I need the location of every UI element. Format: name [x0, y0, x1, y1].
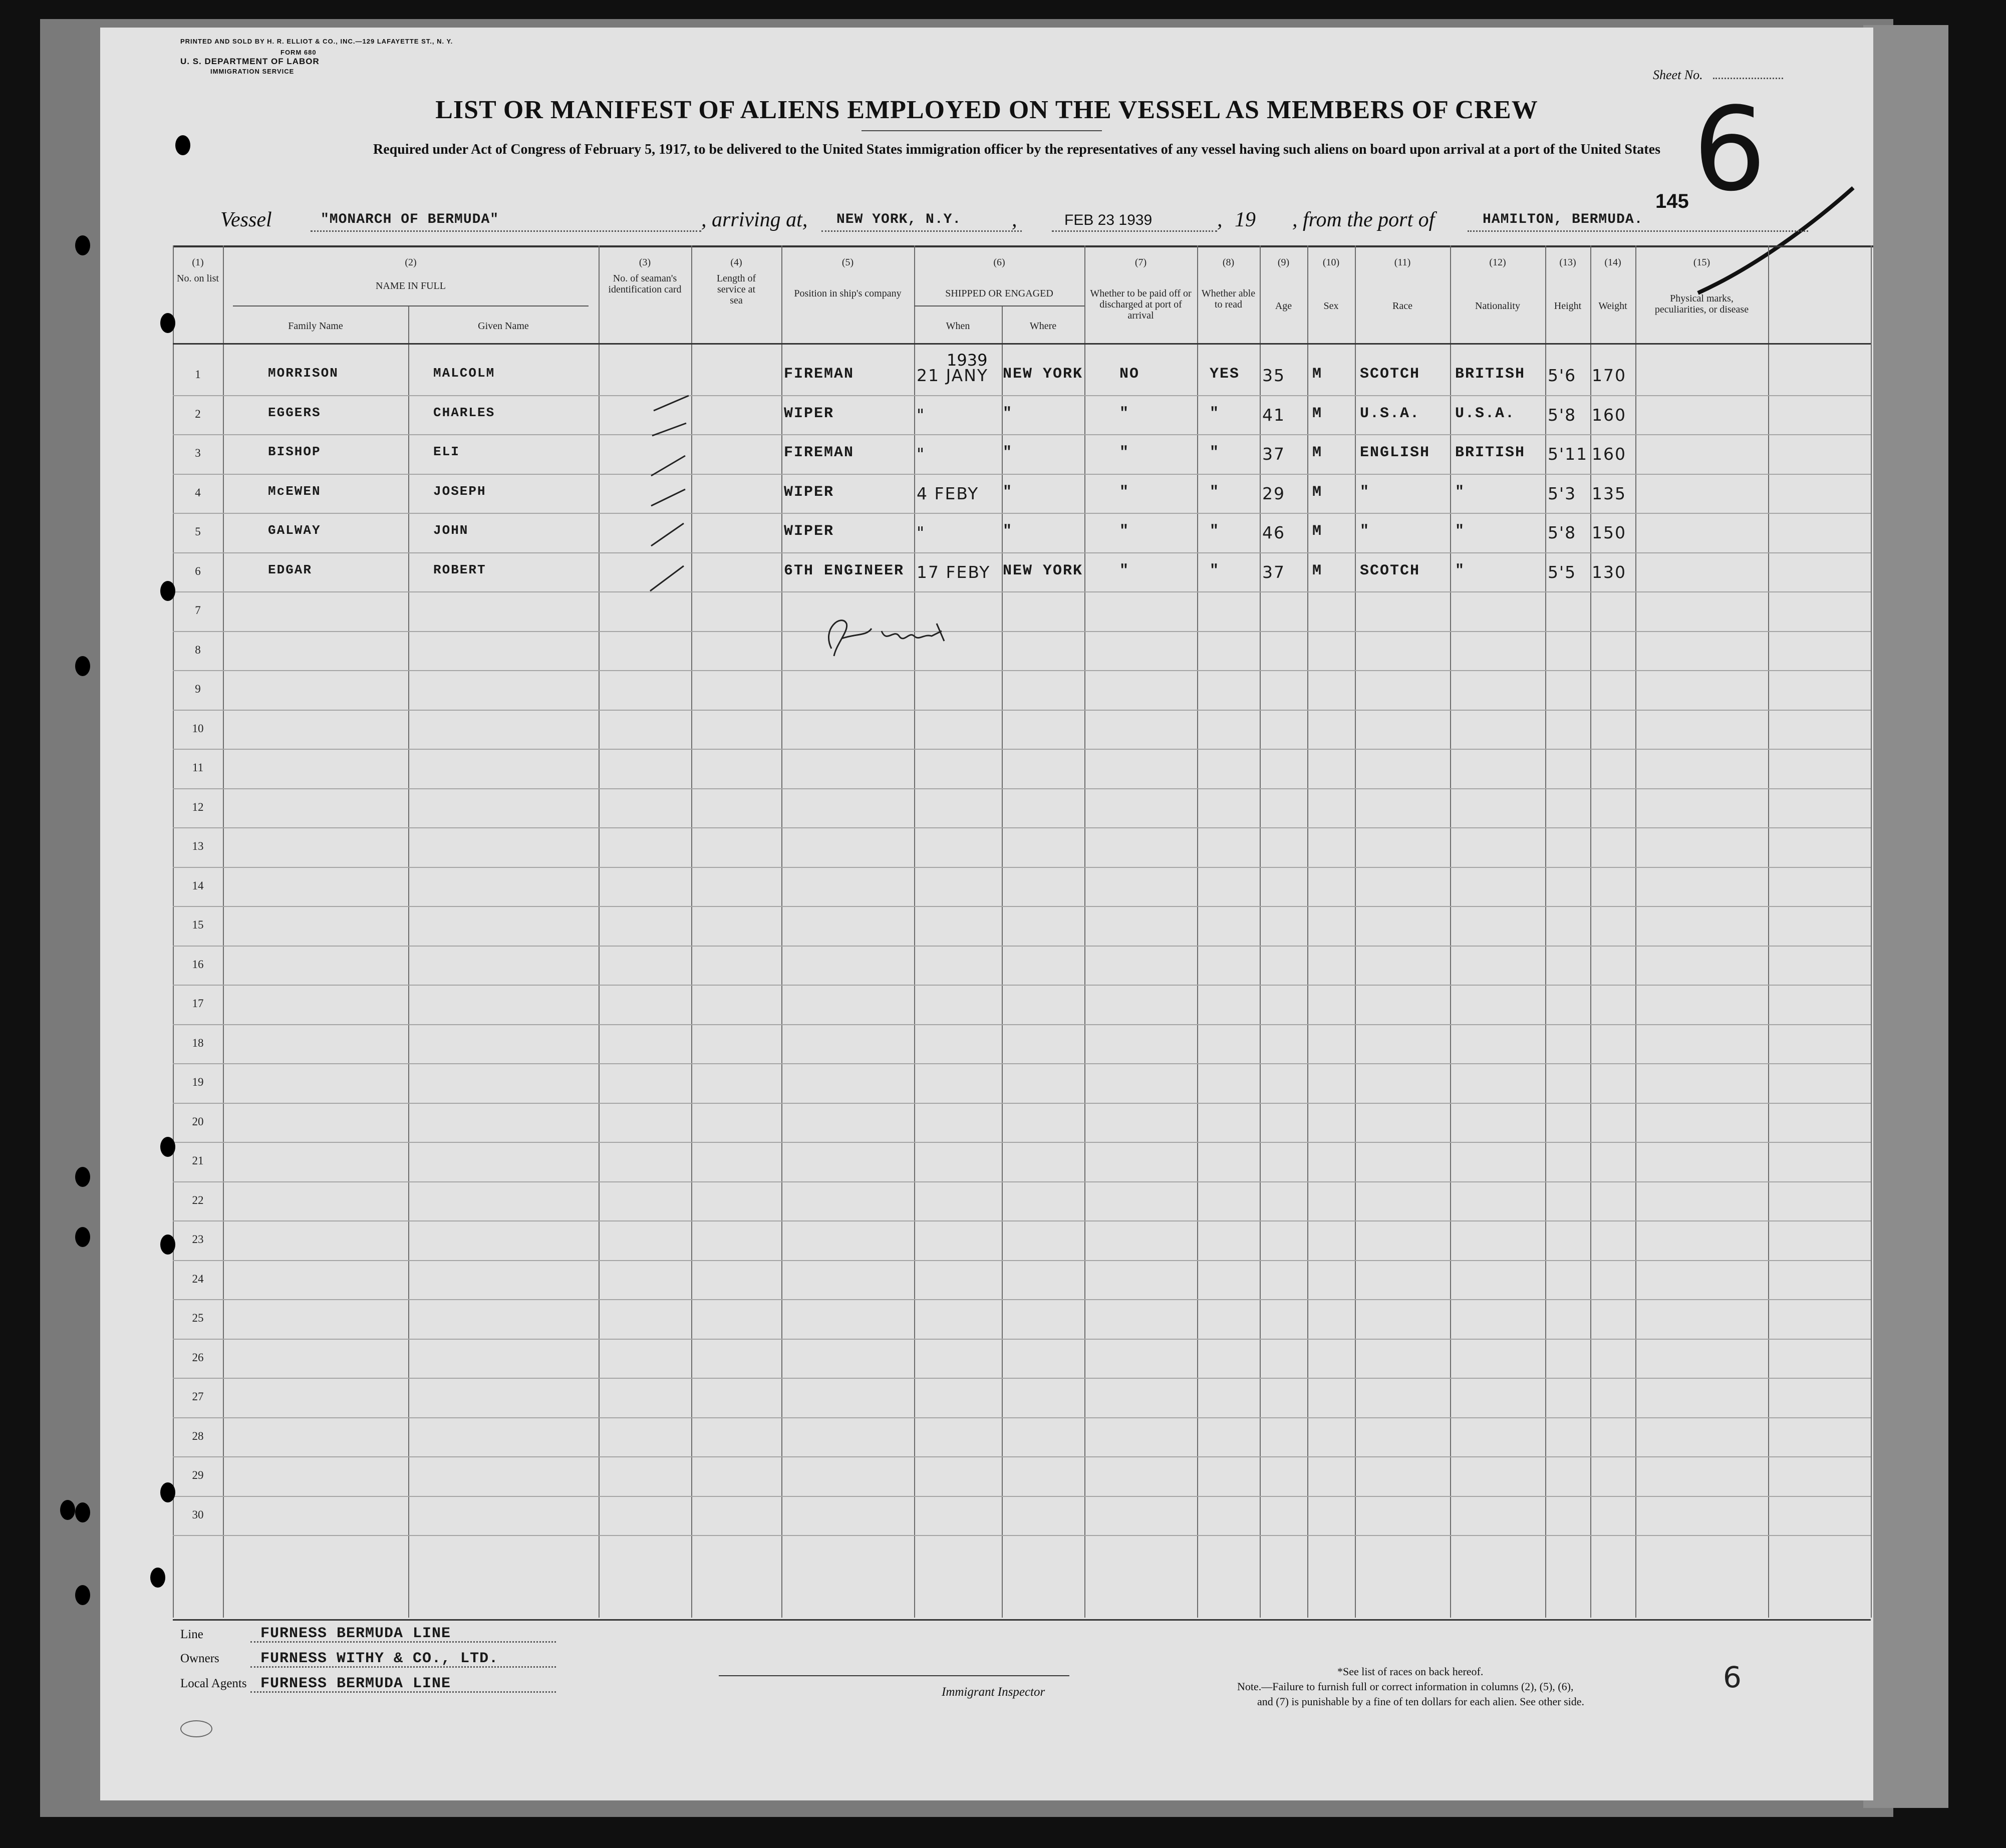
crew-family: McEWEN: [268, 483, 321, 499]
row-number: 19: [192, 1076, 204, 1088]
inspector-signature-line: [719, 1675, 1069, 1676]
agents-underline: [250, 1691, 556, 1693]
shipped-subheader-rule: [914, 305, 1084, 306]
col-line-7: [1197, 245, 1198, 1618]
col6-label: SHIPPED OR ENGAGED: [945, 288, 1053, 299]
col-line-11: [1450, 245, 1451, 1618]
row-rule: [173, 1378, 1871, 1379]
sheet-no-label: Sheet No.: [1653, 68, 1703, 82]
date-line: [1052, 230, 1217, 232]
row-number: 14: [192, 879, 204, 892]
crew-position: WIPER: [784, 483, 834, 501]
crew-age: 46: [1262, 523, 1285, 542]
col9-label: Age: [1275, 300, 1292, 312]
col12-label: Nationality: [1475, 300, 1520, 312]
col-line-1: [223, 245, 224, 1618]
crew-where: ": [1003, 405, 1013, 422]
crew-read: YES: [1210, 366, 1240, 383]
backing-pages-edge: [1863, 25, 1948, 1808]
row-rule: [173, 710, 1871, 711]
crew-position: WIPER: [784, 523, 834, 540]
given-name-header: Given Name: [478, 321, 529, 332]
footer-notes: [1237, 1664, 1653, 1709]
crew-weight: 150: [1592, 523, 1626, 542]
row-number: 3: [195, 447, 201, 459]
binding-hole: [75, 656, 90, 676]
crew-weight: 160: [1592, 405, 1626, 425]
row-number: 22: [192, 1193, 204, 1206]
crew-weight: 170: [1592, 366, 1626, 385]
row-number: 4: [195, 486, 201, 499]
crew-sex: M: [1312, 523, 1323, 540]
arrival-date-stamp: FEB 23 1939: [1064, 212, 1153, 228]
col-line-right: [1871, 245, 1872, 1618]
crew-paid-off: NO: [1119, 366, 1140, 383]
crew-family: EDGAR: [268, 562, 313, 577]
row-number: 26: [192, 1351, 204, 1364]
row-number: 17: [192, 997, 204, 1010]
crew-race: SCOTCH: [1360, 366, 1420, 383]
owners-label: Owners: [180, 1652, 219, 1665]
crew-when: 4 FEBY: [917, 483, 979, 503]
col7-number: (7): [1134, 257, 1147, 268]
col5-number: (5): [841, 257, 854, 268]
row-rule: [173, 434, 1871, 435]
row-number: 18: [192, 1036, 204, 1049]
crew-position: 6TH ENGINEER: [784, 562, 905, 579]
col-line-2: [599, 245, 600, 1618]
crew-nationality: U.S.A.: [1455, 405, 1516, 422]
col5-label: Position in ship's company: [794, 288, 902, 299]
crew-where: ": [1003, 523, 1013, 540]
crew-height: 5'8: [1548, 405, 1577, 425]
crew-where: NEW YORK: [1003, 562, 1083, 579]
line-underline: [250, 1641, 556, 1643]
row-number: 2: [195, 407, 201, 420]
family-name-header: Family Name: [288, 321, 343, 332]
col-line-9: [1307, 245, 1308, 1618]
row-rule: [173, 749, 1871, 750]
crew-where: ": [1003, 444, 1013, 461]
row-number: 8: [195, 643, 201, 656]
crew-read: ": [1210, 444, 1220, 461]
owners-underline: [250, 1666, 556, 1668]
row-number: 27: [192, 1390, 204, 1403]
col2-label: NAME IN FULL: [376, 280, 446, 291]
row-rule: [173, 1181, 1871, 1182]
crew-paid-off: ": [1119, 483, 1130, 501]
row-rule: [173, 670, 1871, 671]
manifest-sheet: [100, 28, 1873, 1800]
agents-label: Local Agents: [180, 1677, 247, 1690]
crew-age: 37: [1262, 444, 1285, 464]
col4-label: Length of service at sea: [716, 273, 756, 306]
binding-hole: [75, 1167, 90, 1187]
col13-label: Height: [1554, 300, 1582, 312]
binding-hole: [75, 235, 90, 255]
binding-hole: [160, 313, 175, 333]
year-annotation: 1939: [947, 351, 988, 370]
row-rule: [173, 474, 1871, 475]
row-number: 10: [192, 722, 204, 735]
agents-value: FURNESS BERMUDA LINE: [260, 1675, 451, 1692]
department-name: U. S. DEPARTMENT OF LABOR: [180, 57, 320, 66]
col8-number: (8): [1222, 257, 1235, 268]
title-underline: [862, 130, 1102, 131]
crew-height: 5'8: [1548, 523, 1577, 542]
row-rule: [173, 946, 1871, 947]
crew-race: ENGLISH: [1360, 444, 1430, 461]
crew-family: EGGERS: [268, 405, 321, 420]
crew-family: MORRISON: [268, 366, 339, 381]
row-rule: [173, 1496, 1871, 1497]
where-header: Where: [1029, 321, 1057, 332]
crew-weight: 160: [1592, 444, 1626, 464]
crew-read: ": [1210, 562, 1220, 579]
crew-weight: 130: [1592, 562, 1626, 582]
col15-number: (15): [1693, 257, 1710, 268]
crew-paid-off: ": [1119, 405, 1130, 422]
crew-nationality: ": [1455, 483, 1466, 501]
crew-read: ": [1210, 483, 1220, 501]
binding-hole: [60, 1500, 75, 1520]
col14-number: (14): [1604, 257, 1621, 268]
row-number: 9: [195, 683, 201, 695]
crew-age: 37: [1262, 562, 1285, 582]
row-number: 25: [192, 1312, 204, 1324]
binding-hole: [75, 1227, 90, 1247]
crew-when: ": [917, 523, 926, 542]
row-number: 12: [192, 800, 204, 813]
printed-seal: [180, 1720, 212, 1737]
crew-when: ": [917, 444, 926, 464]
row-number: 30: [192, 1508, 204, 1521]
crew-when: 21 JANY: [917, 366, 989, 385]
row-number: 20: [192, 1115, 204, 1128]
binding-hole: [150, 1568, 165, 1588]
crew-sex: M: [1312, 483, 1323, 501]
penalty-note-2: and (7) is punishable by a fine of ten dollars for each alien. See other side.: [1257, 1695, 1585, 1708]
crew-height: 5'11: [1548, 444, 1588, 464]
row-number: 5: [195, 525, 201, 538]
col10-label: Sex: [1323, 300, 1339, 312]
header-bottom-rule: [173, 343, 1871, 345]
row-number: 15: [192, 918, 204, 931]
crew-sex: M: [1312, 405, 1323, 422]
crew-family: GALWAY: [268, 523, 321, 538]
row-number: 28: [192, 1429, 204, 1442]
col8-label: Whether able to read: [1201, 288, 1256, 310]
col3-number: (3): [639, 257, 651, 268]
col-line-when-where: [1002, 305, 1003, 1618]
row-rule: [173, 591, 1871, 592]
col-line-10: [1355, 245, 1356, 1618]
col15-label: Physical marks, peculiarities, or disease: [1654, 293, 1749, 315]
sheet-no-line: [1713, 78, 1783, 79]
row-number: 13: [192, 840, 204, 852]
crew-race: ": [1360, 483, 1370, 501]
row-rule: [173, 1417, 1871, 1418]
crew-position: FIREMAN: [784, 444, 854, 461]
binding-hole: [75, 1502, 90, 1522]
sheet-number-flourish: [1693, 183, 1858, 298]
row-rule: [173, 1260, 1871, 1261]
vessel-line: [311, 230, 701, 232]
crew-when: 17 FEBY: [917, 562, 991, 582]
col4-number: (4): [730, 257, 742, 268]
arrival-port: NEW YORK, N.Y.: [836, 212, 962, 227]
year-prefix: 19: [1235, 208, 1256, 231]
row-rule: [173, 985, 1871, 986]
crew-nationality: BRITISH: [1455, 444, 1526, 461]
crew-sex: M: [1312, 562, 1323, 579]
crew-family: BISHOP: [268, 444, 321, 459]
col-line-12: [1545, 245, 1546, 1618]
col-line-13: [1590, 245, 1591, 1618]
crew-given: MALCOLM: [433, 366, 495, 381]
row-rule: [173, 1024, 1871, 1025]
races-note: *See list of races on back hereof.: [1337, 1665, 1484, 1678]
binding-hole: [75, 1585, 90, 1605]
crew-paid-off: ": [1119, 444, 1130, 461]
row-rule: [173, 906, 1871, 907]
crew-where: NEW YORK: [1003, 366, 1083, 383]
crew-paid-off: ": [1119, 562, 1130, 579]
row-rule: [173, 631, 1871, 632]
col-line-6: [1084, 245, 1085, 1618]
col9-number: (9): [1277, 257, 1290, 268]
row-rule: [173, 513, 1871, 514]
crew-height: 5'6: [1548, 366, 1577, 385]
row-number: 21: [192, 1154, 204, 1167]
sheet-number-handwritten: 6: [1693, 83, 1767, 217]
row-rule: [173, 1339, 1871, 1340]
crew-read: ": [1210, 405, 1220, 422]
crew-given: ELI: [433, 444, 460, 459]
col10-number: (10): [1322, 257, 1340, 268]
col1-label: No. on list: [177, 273, 219, 284]
row-rule: [173, 1103, 1871, 1104]
crew-height: 5'3: [1548, 483, 1577, 503]
line-value: FURNESS BERMUDA LINE: [260, 1625, 451, 1642]
crew-given: JOHN: [433, 523, 469, 538]
row-rule: [173, 788, 1871, 789]
crew-sex: M: [1312, 366, 1323, 383]
crew-position: FIREMAN: [784, 366, 854, 383]
col1-number: (1): [192, 257, 204, 268]
col2-number: (2): [405, 257, 417, 268]
row-rule: [173, 1220, 1871, 1221]
departure-port: HAMILTON, BERMUDA.: [1483, 212, 1643, 227]
col-line-5: [914, 245, 915, 1618]
from-port-line: [1468, 230, 1808, 232]
row-number: 11: [192, 761, 204, 774]
col11-label: Race: [1392, 300, 1412, 312]
col-line-15: [1768, 245, 1769, 1618]
binding-hole: [160, 1482, 175, 1502]
row-rule: [173, 867, 1871, 868]
footer-top-rule: [173, 1619, 1871, 1621]
arriving-line: [821, 230, 1022, 232]
crew-nationality: ": [1455, 562, 1466, 579]
col3-label: No. of seaman's identification card: [608, 273, 682, 295]
crew-when: ": [917, 405, 926, 425]
crew-given: JOSEPH: [433, 483, 486, 499]
crew-age: 35: [1262, 366, 1285, 385]
col13-number: (13): [1559, 257, 1576, 268]
crew-race: SCOTCH: [1360, 562, 1420, 579]
row-rule: [173, 1456, 1871, 1457]
manifest-number: 145: [1655, 190, 1689, 212]
col-line-family-given: [408, 305, 409, 1618]
crew-given: ROBERT: [433, 562, 486, 577]
row-rule: [173, 1535, 1871, 1536]
vessel-label: Vessel: [220, 208, 272, 231]
crew-position: WIPER: [784, 405, 834, 422]
crew-where: ": [1003, 483, 1013, 501]
check-marks: [646, 373, 711, 634]
row-number: 29: [192, 1469, 204, 1481]
owners-value: FURNESS WITHY & CO., LTD.: [260, 1650, 499, 1667]
col12-number: (12): [1489, 257, 1506, 268]
vessel-name: "MONARCH OF BERMUDA": [321, 212, 499, 227]
document-title: LIST OR MANIFEST OF ALIENS EMPLOYED ON THE VESSEL AS MEMBERS OF CREW: [435, 96, 1538, 124]
row-number: 23: [192, 1233, 204, 1246]
crew-read: ": [1210, 523, 1220, 540]
row-rule: [173, 827, 1871, 828]
crew-age: 41: [1262, 405, 1285, 425]
col-line-14: [1635, 245, 1636, 1618]
crew-race: U.S.A.: [1360, 405, 1420, 422]
crew-nationality: ": [1455, 523, 1466, 540]
inspector-label: Immigrant Inspector: [942, 1685, 1045, 1699]
row-rule: [173, 1142, 1871, 1143]
col14-label: Weight: [1598, 300, 1627, 312]
binding-hole: [160, 1137, 175, 1157]
document-subtitle: Required under Act of Congress of February 5, 1917, to be delivered to the United States immigration officer by the representatives of any vessel having such aliens on board upon arrival at a port of the United States: [373, 142, 1660, 157]
header-top-rule: [173, 245, 1873, 247]
crew-age: 29: [1262, 483, 1285, 503]
col7-label: Whether to be paid off or discharged at port of arrival: [1090, 288, 1192, 321]
penalty-note-1: Note.—Failure to furnish full or correct information in columns (2), (5), (6),: [1237, 1680, 1574, 1693]
form-number: FORM 680: [280, 49, 317, 56]
col6-number: (6): [993, 257, 1005, 268]
binding-hole: [160, 1235, 175, 1255]
crew-sex: M: [1312, 444, 1323, 461]
row-rule: [173, 1063, 1871, 1064]
signature-scribble: [811, 608, 962, 664]
printer-imprint: PRINTED AND SOLD BY H. R. ELLIOT & CO., INC.—129 LAFAYETTE ST., N. Y.: [180, 38, 453, 45]
crew-race: ": [1360, 523, 1370, 540]
row-number: 1: [195, 368, 201, 381]
crew-given: CHARLES: [433, 405, 495, 420]
binding-hole: [175, 135, 190, 155]
crew-weight: 135: [1592, 483, 1626, 503]
row-number: 6: [195, 564, 201, 577]
from-port-label: , from the port of: [1292, 208, 1435, 231]
crew-height: 5'5: [1548, 562, 1577, 582]
name-subheader-rule: [233, 305, 589, 306]
col-line-8: [1260, 245, 1261, 1618]
col-line-4: [781, 245, 782, 1618]
crew-paid-off: ": [1119, 523, 1130, 540]
service-name: IMMIGRATION SERVICE: [210, 68, 295, 75]
row-rule: [173, 552, 1871, 553]
comma-1: ,: [1012, 208, 1017, 231]
arriving-label: , arriving at,: [701, 208, 808, 231]
line-label: Line: [180, 1628, 203, 1641]
row-number: 16: [192, 958, 204, 971]
comma-2: ,: [1217, 208, 1223, 231]
row-number: 24: [192, 1272, 204, 1285]
col11-number: (11): [1394, 257, 1411, 268]
when-header: When: [946, 321, 970, 332]
row-rule: [173, 395, 1871, 396]
page-mark-handwritten: 6: [1723, 1660, 1742, 1694]
crew-nationality: BRITISH: [1455, 366, 1526, 383]
row-rule: [173, 1299, 1871, 1300]
row-number: 7: [195, 604, 201, 617]
binding-hole: [160, 581, 175, 601]
